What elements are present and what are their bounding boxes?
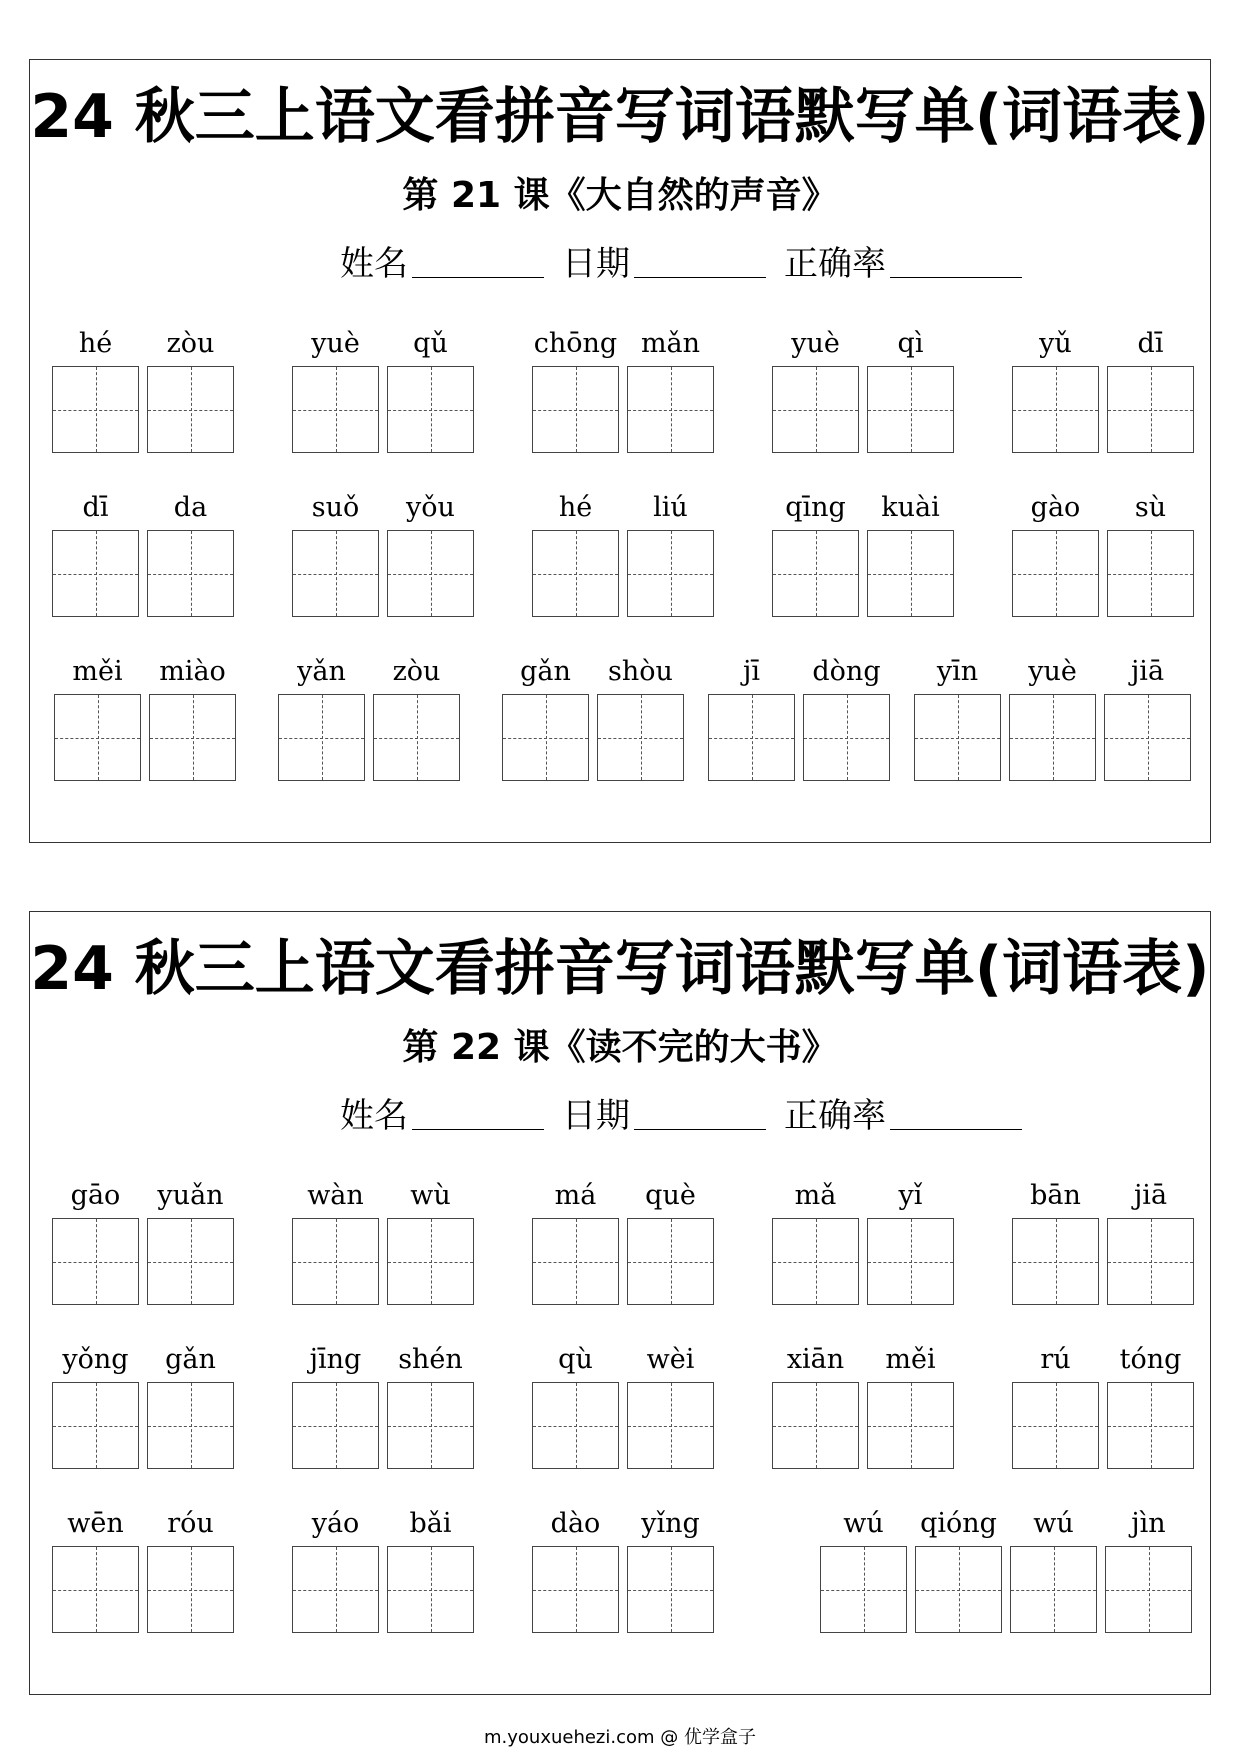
- char-cell: [288, 324, 383, 453]
- writing-box[interactable]: [867, 1382, 954, 1469]
- name-blank[interactable]: [412, 277, 544, 278]
- writing-box[interactable]: [292, 1218, 379, 1305]
- pinyin-label: dào: [550, 1508, 601, 1539]
- word-group: [1008, 488, 1198, 617]
- writing-box[interactable]: [387, 366, 474, 453]
- word-group: [48, 488, 238, 617]
- char-cell: [1008, 1340, 1103, 1469]
- writing-box[interactable]: [914, 694, 1001, 781]
- pinyin-label: hé: [78, 328, 113, 359]
- student-info: [340, 1094, 1040, 1138]
- char-cell: [1103, 324, 1198, 453]
- pinyin-label: wù: [410, 1180, 451, 1211]
- char-cell: [143, 488, 238, 617]
- char-cell: [528, 488, 623, 617]
- lesson-title: 第 22 课《读不完的大书》: [402, 1027, 838, 1068]
- pinyin-label: zòu: [166, 328, 215, 359]
- word-group: [910, 652, 1195, 781]
- pinyin-label: měi: [885, 1344, 936, 1375]
- writing-box[interactable]: [387, 1382, 474, 1469]
- pinyin-label: chōng: [533, 328, 618, 359]
- date-label: 日期: [562, 244, 630, 284]
- pinyin-label: yuǎn: [157, 1180, 224, 1211]
- writing-box[interactable]: [147, 1546, 234, 1633]
- char-cell: [498, 652, 593, 781]
- writing-box[interactable]: [532, 1546, 619, 1633]
- writing-box[interactable]: [52, 530, 139, 617]
- word-group: [528, 1176, 718, 1305]
- writing-box[interactable]: [532, 530, 619, 617]
- word-group: [50, 652, 240, 781]
- pinyin-label: qióng: [920, 1508, 997, 1539]
- char-cell: [288, 1176, 383, 1305]
- pinyin-label: měi: [72, 656, 123, 687]
- writing-box[interactable]: [52, 1218, 139, 1305]
- writing-box[interactable]: [532, 1218, 619, 1305]
- word-group: [528, 1504, 718, 1633]
- char-cell: [143, 1340, 238, 1469]
- writing-box[interactable]: [502, 694, 589, 781]
- word-group: [498, 652, 688, 781]
- writing-box[interactable]: [867, 530, 954, 617]
- word-group: [528, 1340, 718, 1469]
- word-group: [528, 324, 718, 453]
- char-cell: [383, 324, 478, 453]
- char-cell: [768, 1176, 863, 1305]
- char-cell: [910, 652, 1005, 781]
- date-label: 日期: [562, 1096, 630, 1136]
- char-cell: [623, 1176, 718, 1305]
- char-cell: [768, 324, 863, 453]
- writing-box[interactable]: [52, 1382, 139, 1469]
- char-cell: [1100, 652, 1195, 781]
- writing-box[interactable]: [1012, 1218, 1099, 1305]
- char-cell: [143, 1176, 238, 1305]
- writing-box[interactable]: [627, 1546, 714, 1633]
- pinyin-label: dī: [1137, 328, 1164, 359]
- char-cell: [143, 324, 238, 453]
- pinyin-label: sù: [1134, 492, 1167, 523]
- writing-box[interactable]: [387, 1546, 474, 1633]
- word-group: [768, 1176, 958, 1305]
- pinyin-label: yǎn: [297, 656, 346, 687]
- pinyin-label: gǎn: [165, 1344, 216, 1375]
- char-cell: [1103, 1340, 1198, 1469]
- char-cell: [1103, 1176, 1198, 1305]
- char-cell: [383, 488, 478, 617]
- writing-box[interactable]: [867, 1218, 954, 1305]
- writing-box[interactable]: [292, 366, 379, 453]
- accuracy-blank[interactable]: [890, 1129, 1022, 1130]
- writing-box[interactable]: [147, 1218, 234, 1305]
- char-cell: [528, 1504, 623, 1633]
- accuracy-label: 正确率: [784, 244, 886, 284]
- char-cell: [1008, 488, 1103, 617]
- writing-box[interactable]: [373, 694, 460, 781]
- pinyin-label: wú: [843, 1508, 884, 1539]
- date-blank[interactable]: [634, 1129, 766, 1130]
- writing-box[interactable]: [1104, 694, 1191, 781]
- char-cell: [1008, 324, 1103, 453]
- pinyin-label: yǒng: [62, 1344, 129, 1375]
- writing-box[interactable]: [532, 1382, 619, 1469]
- char-cell: [50, 652, 145, 781]
- word-group: [48, 1504, 238, 1633]
- pinyin-label: xiān: [786, 1344, 845, 1375]
- writing-box[interactable]: [278, 694, 365, 781]
- word-group: [768, 324, 958, 453]
- writing-box[interactable]: [772, 530, 859, 617]
- writing-box[interactable]: [1012, 530, 1099, 617]
- pinyin-label: zòu: [392, 656, 441, 687]
- char-cell: [143, 1504, 238, 1633]
- char-cell: [1005, 652, 1100, 781]
- writing-box[interactable]: [1009, 694, 1096, 781]
- char-cell: [48, 1176, 143, 1305]
- char-cell: [1008, 1176, 1103, 1305]
- pinyin-label: jiā: [1130, 656, 1165, 687]
- writing-box[interactable]: [915, 1546, 1002, 1633]
- writing-box[interactable]: [597, 694, 684, 781]
- char-cell: [863, 1176, 958, 1305]
- pinyin-label: róu: [167, 1508, 214, 1539]
- pinyin-label: jìn: [1131, 1508, 1166, 1539]
- pinyin-label: tóng: [1119, 1344, 1182, 1375]
- char-cell: [816, 1504, 911, 1633]
- pinyin-label: jiā: [1133, 1180, 1168, 1211]
- writing-box[interactable]: [52, 1546, 139, 1633]
- pinyin-label: shòu: [608, 656, 673, 687]
- pinyin-label: qīng: [785, 492, 846, 523]
- pinyin-label: jīng: [309, 1344, 362, 1375]
- writing-box[interactable]: [1010, 1546, 1097, 1633]
- date-blank[interactable]: [634, 277, 766, 278]
- pinyin-label: mǎn: [640, 328, 701, 359]
- pinyin-label: gǎn: [520, 656, 571, 687]
- word-group: [528, 488, 718, 617]
- writing-box[interactable]: [292, 1546, 379, 1633]
- char-cell: [911, 1504, 1006, 1633]
- pinyin-label: bān: [1030, 1180, 1081, 1211]
- char-cell: [288, 488, 383, 617]
- pinyin-label: wèi: [646, 1344, 695, 1375]
- writing-box[interactable]: [1107, 366, 1194, 453]
- writing-box[interactable]: [627, 1382, 714, 1469]
- char-cell: [799, 652, 894, 781]
- word-group: [768, 1340, 958, 1469]
- char-cell: [528, 324, 623, 453]
- writing-box[interactable]: [1107, 1218, 1194, 1305]
- char-cell: [768, 1340, 863, 1469]
- char-cell: [863, 488, 958, 617]
- pinyin-label: bǎi: [409, 1508, 452, 1539]
- pinyin-label: da: [173, 492, 208, 523]
- char-cell: [288, 1340, 383, 1469]
- student-info: [340, 242, 1040, 286]
- char-cell: [48, 488, 143, 617]
- writing-box[interactable]: [803, 694, 890, 781]
- word-group: [274, 652, 464, 781]
- pinyin-label: què: [645, 1180, 696, 1211]
- sheet-title: 24 秋三上语文看拼音写词语默写单(词语表): [30, 82, 1210, 152]
- pinyin-label: qù: [558, 1344, 593, 1375]
- pinyin-label: wēn: [67, 1508, 124, 1539]
- pinyin-label: yuè: [311, 328, 360, 359]
- pinyin-label: kuài: [881, 492, 940, 523]
- word-group: [1008, 1176, 1198, 1305]
- word-group: [288, 488, 478, 617]
- char-cell: [1103, 488, 1198, 617]
- char-cell: [623, 1340, 718, 1469]
- pinyin-label: dòng: [812, 656, 881, 687]
- word-group: [48, 324, 238, 453]
- char-cell: [623, 488, 718, 617]
- pinyin-label: wú: [1033, 1508, 1074, 1539]
- char-cell: [48, 1340, 143, 1469]
- char-cell: [383, 1176, 478, 1305]
- word-group: [704, 652, 894, 781]
- word-group: [48, 1176, 238, 1305]
- name-label: 姓名: [340, 244, 408, 284]
- writing-box[interactable]: [532, 366, 619, 453]
- writing-box[interactable]: [52, 366, 139, 453]
- pinyin-label: rú: [1040, 1344, 1071, 1375]
- char-cell: [528, 1176, 623, 1305]
- pinyin-label: shén: [398, 1344, 463, 1375]
- pinyin-label: yǐ: [898, 1180, 923, 1211]
- char-cell: [48, 324, 143, 453]
- char-cell: [593, 652, 688, 781]
- pinyin-label: hé: [558, 492, 593, 523]
- worksheet-lesson-21: [29, 59, 1211, 843]
- sheet-title: 24 秋三上语文看拼音写词语默写单(词语表): [30, 934, 1210, 1004]
- char-cell: [623, 324, 718, 453]
- char-cell: [48, 1504, 143, 1633]
- pinyin-label: mǎ: [794, 1180, 837, 1211]
- writing-box[interactable]: [149, 694, 236, 781]
- pinyin-label: yǒu: [406, 492, 455, 523]
- char-cell: [704, 652, 799, 781]
- pinyin-label: jī: [742, 656, 760, 687]
- char-cell: [863, 324, 958, 453]
- char-cell: [623, 1504, 718, 1633]
- writing-box[interactable]: [1107, 530, 1194, 617]
- pinyin-label: yuè: [1028, 656, 1077, 687]
- writing-box[interactable]: [1012, 1382, 1099, 1469]
- pinyin-label: wàn: [307, 1180, 364, 1211]
- pinyin-label: liú: [653, 492, 688, 523]
- writing-box[interactable]: [387, 530, 474, 617]
- writing-box[interactable]: [627, 1218, 714, 1305]
- word-group: [288, 324, 478, 453]
- char-cell: [768, 488, 863, 617]
- pinyin-label: gào: [1030, 492, 1081, 523]
- pinyin-label: qǔ: [413, 328, 448, 359]
- char-cell: [145, 652, 240, 781]
- accuracy-label: 正确率: [784, 1096, 886, 1136]
- word-group: [48, 1340, 238, 1469]
- pinyin-label: má: [554, 1180, 597, 1211]
- char-cell: [288, 1504, 383, 1633]
- pinyin-label: yǐng: [641, 1508, 700, 1539]
- pinyin-label: yuè: [791, 328, 840, 359]
- pinyin-label: suǒ: [311, 492, 360, 523]
- char-cell: [369, 652, 464, 781]
- word-group: [288, 1504, 478, 1633]
- writing-box[interactable]: [54, 694, 141, 781]
- pinyin-label: miào: [159, 656, 226, 687]
- writing-box[interactable]: [292, 530, 379, 617]
- pinyin-label: gāo: [70, 1180, 121, 1211]
- char-cell: [383, 1340, 478, 1469]
- name-blank[interactable]: [412, 1129, 544, 1130]
- word-group: [1008, 324, 1198, 453]
- char-cell: [528, 1340, 623, 1469]
- writing-box[interactable]: [772, 366, 859, 453]
- footer-watermark: m.youxuehezi.com @ 优学盒子: [483, 1727, 756, 1748]
- pinyin-label: yáo: [311, 1508, 360, 1539]
- char-cell: [274, 652, 369, 781]
- worksheet-lesson-22: [29, 911, 1211, 1695]
- pinyin-label: yīn: [936, 656, 979, 687]
- accuracy-blank[interactable]: [890, 277, 1022, 278]
- char-cell: [1006, 1504, 1101, 1633]
- writing-box[interactable]: [292, 1382, 379, 1469]
- writing-box[interactable]: [387, 1218, 474, 1305]
- writing-box[interactable]: [147, 530, 234, 617]
- writing-box[interactable]: [1107, 1382, 1194, 1469]
- writing-box[interactable]: [147, 366, 234, 453]
- writing-box[interactable]: [147, 1382, 234, 1469]
- word-group: [1008, 1340, 1198, 1469]
- char-cell: [383, 1504, 478, 1633]
- writing-box[interactable]: [867, 366, 954, 453]
- word-group: [768, 488, 958, 617]
- writing-box[interactable]: [708, 694, 795, 781]
- pinyin-label: dī: [82, 492, 109, 523]
- word-group: [288, 1340, 478, 1469]
- writing-box[interactable]: [820, 1546, 907, 1633]
- writing-box[interactable]: [772, 1218, 859, 1305]
- writing-box[interactable]: [1012, 366, 1099, 453]
- writing-box[interactable]: [627, 530, 714, 617]
- char-cell: [863, 1340, 958, 1469]
- name-label: 姓名: [340, 1096, 408, 1136]
- char-cell: [1101, 1504, 1196, 1633]
- word-group: [816, 1504, 1196, 1633]
- writing-box[interactable]: [627, 366, 714, 453]
- pinyin-label: yǔ: [1039, 328, 1072, 359]
- pinyin-label: qì: [897, 328, 924, 359]
- word-group: [288, 1176, 478, 1305]
- writing-box[interactable]: [1105, 1546, 1192, 1633]
- lesson-title: 第 21 课《大自然的声音》: [402, 175, 838, 216]
- writing-box[interactable]: [772, 1382, 859, 1469]
